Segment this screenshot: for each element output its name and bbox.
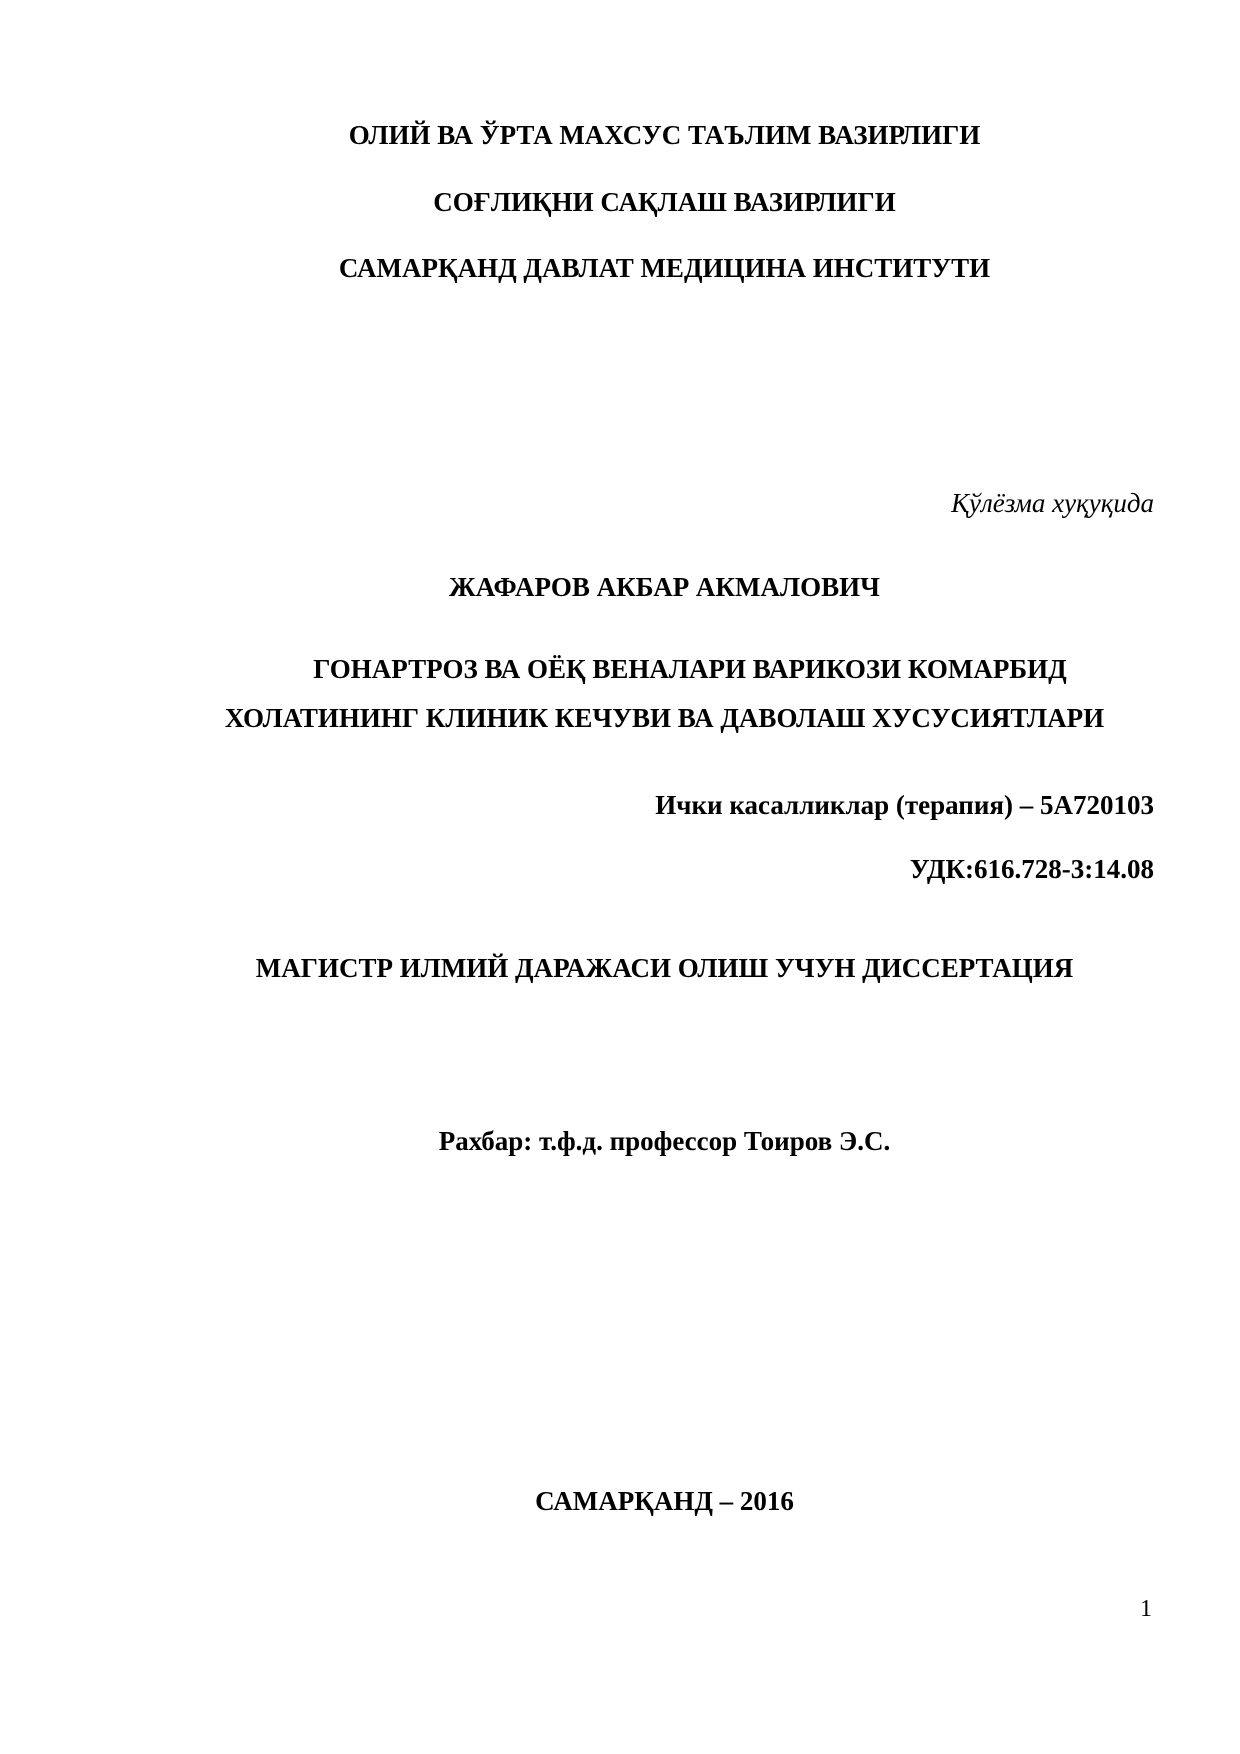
page-number: 1 — [1140, 1596, 1152, 1622]
institute-heading: САМАРҚАНД ДАВЛАТ МЕДИЦИНА ИНСТИТУТИ — [338, 253, 991, 283]
dissertation-title-line-2: ХОЛАТИНИНГ КЛИНИК КЕЧУВИ ВА ДАВОЛАШ ХУСУСИЯТЛАРИ — [224, 703, 1105, 733]
supervisor-line: Рахбар: т.ф.д. профессор Тоиров Э.С. — [438, 1126, 891, 1156]
specialty-code: Ички касалликлар (терапия) – 5А720103 — [655, 790, 1154, 820]
udc-code: УДК:616.728-3:14.08 — [909, 854, 1154, 884]
dissertation-title-line-1: ГОНАРТРОЗ ВА ОЁҚ ВЕНАЛАРИ ВАРИКОЗИ КОМАРБИД — [313, 654, 1067, 684]
ministry-health-heading: СОҒЛИҚНИ САҚЛАШ ВАЗИРЛИГИ — [433, 187, 896, 217]
manuscript-note: Қўлёзма хуқуқида — [951, 488, 1154, 518]
degree-statement: МАГИСТР ИЛМИЙ ДАРАЖАСИ ОЛИШ УЧУН ДИССЕРТАЦИЯ — [255, 953, 1074, 983]
place-and-year: САМАРҚАНД – 2016 — [535, 1486, 794, 1516]
author-name: ЖАФАРОВ АКБАР АКМАЛОВИЧ — [449, 572, 880, 602]
ministry-higher-education-heading: ОЛИЙ ВА ЎРТА МАХСУС ТАЪЛИМ ВАЗИРЛИГИ — [348, 120, 981, 150]
